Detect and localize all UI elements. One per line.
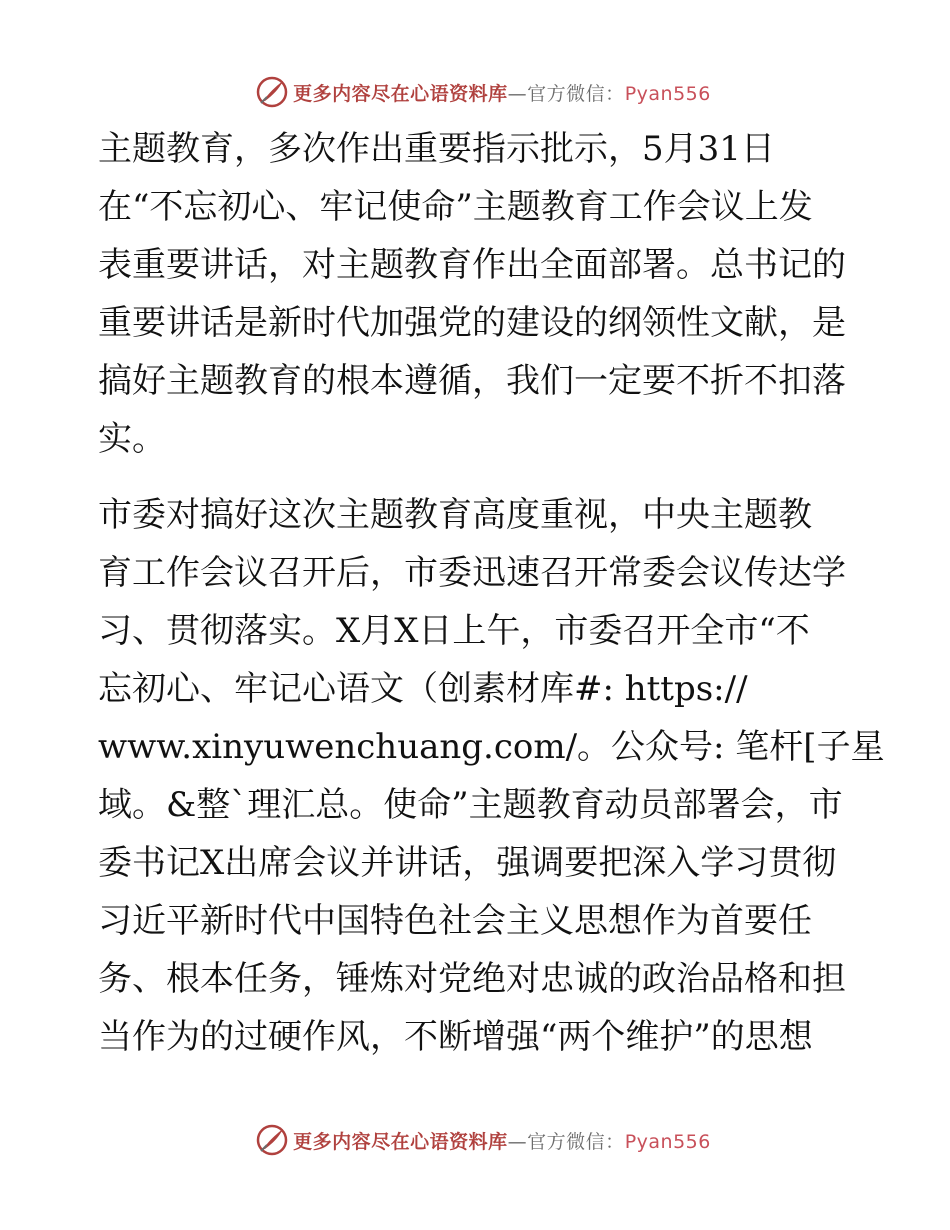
footer-watermark-banner bbox=[0, 1120, 950, 1160]
quill-logo-icon bbox=[255, 1123, 289, 1157]
banner-separator: — bbox=[507, 1130, 528, 1153]
text-line: 委书记X出席会议并讲话，强调要把深入学习贯彻 bbox=[98, 843, 837, 883]
text-line: 习近平新时代中国特色社会主义思想作为首要任 bbox=[98, 901, 812, 941]
paragraph-gap bbox=[98, 468, 858, 486]
text-line: 表重要讲话，对主题教育作出全面部署。总书记的 bbox=[98, 245, 846, 285]
text-line: www.xinyuwenchuang.com/。公众号: 笔杆[子星 bbox=[98, 727, 885, 767]
banner-contact: Pyan556 bbox=[624, 82, 711, 105]
text-line: 搞好主题教育的根本遵循，我们一定要不折不扣落 bbox=[98, 361, 846, 401]
text-line: 市委对搞好这次主题教育高度重视，中央主题教 bbox=[98, 495, 812, 535]
banner-contact: Pyan556 bbox=[624, 1130, 711, 1153]
text-line: 务、根本任务，锤炼对党绝对忠诚的政治品格和担 bbox=[98, 959, 846, 999]
banner-wechat-label: 官方微信： bbox=[527, 82, 625, 105]
paragraph-1 bbox=[98, 120, 858, 468]
banner-separator: — bbox=[507, 82, 528, 105]
banner-wechat-label: 官方微信： bbox=[527, 1130, 625, 1153]
banner-title: 更多内容尽在心语资料库 bbox=[293, 1130, 508, 1153]
text-line: 在“不忘初心、牢记使命”主题教育工作会议上发 bbox=[98, 187, 813, 227]
text-line: 重要讲话是新时代加强党的建设的纲领性文献，是 bbox=[98, 303, 846, 343]
text-line: 育工作会议召开后，市委迅速召开常委会议传达学 bbox=[98, 553, 846, 593]
text-line: 主题教育，多次作出重要指示批示，5月31日 bbox=[98, 129, 775, 169]
banner-title: 更多内容尽在心语资料库 bbox=[293, 82, 508, 105]
text-line: 域。&整`理汇总。使命”主题教育动员部署会，市 bbox=[98, 785, 843, 825]
header-watermark-banner bbox=[0, 72, 950, 112]
text-line: 忘初心、牢记心语文（创素材库#: https:// bbox=[98, 669, 748, 709]
quill-logo-icon bbox=[255, 75, 289, 109]
text-line: 实。 bbox=[98, 419, 166, 459]
document-body bbox=[98, 120, 885, 1066]
paragraph-2 bbox=[98, 486, 885, 1066]
text-line: 当作为的过硬作风，不断增强“两个维护”的思想 bbox=[98, 1017, 813, 1057]
text-line: 习、贯彻落实。X月X日上午，市委召开全市“不 bbox=[98, 611, 810, 651]
